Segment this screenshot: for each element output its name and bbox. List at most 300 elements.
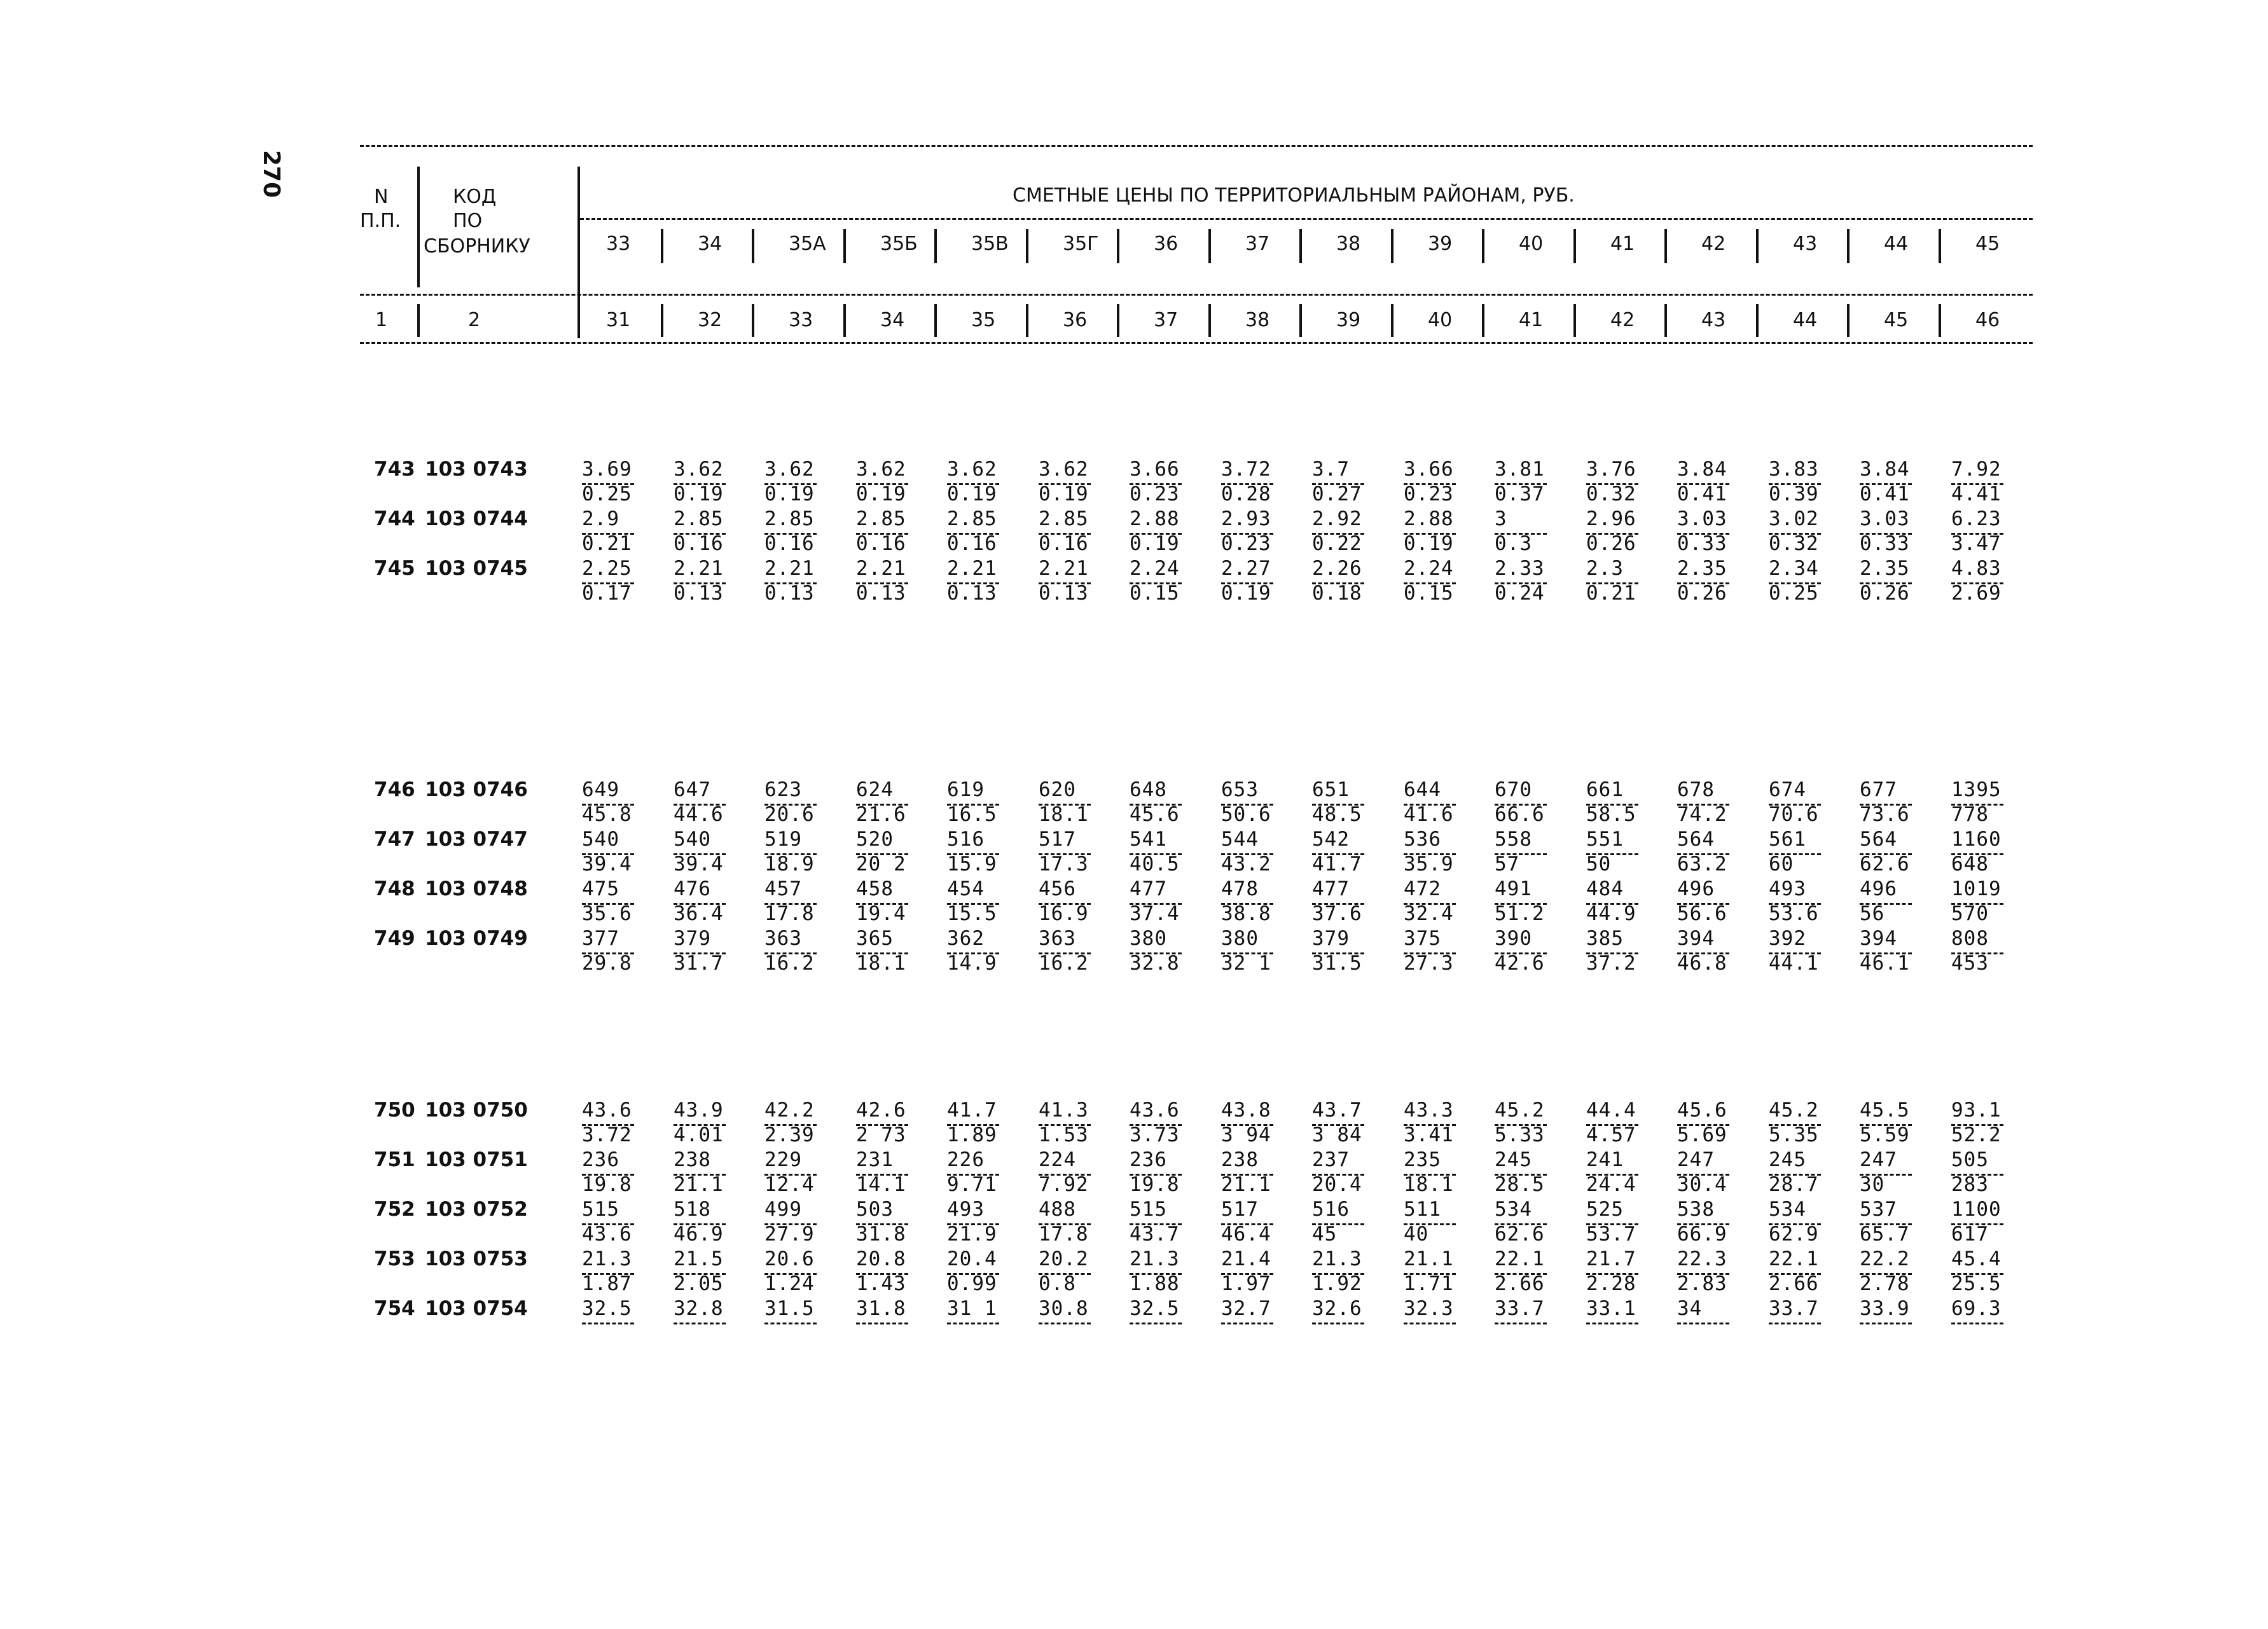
table-cell: 456 [1039,877,1076,900]
table-cell: 44.4 [1586,1099,1636,1122]
table-cell: 0.13 [764,582,815,605]
district-divider [934,229,937,263]
table-cell: 21.6 [856,803,906,826]
colnum-divider [1208,304,1211,337]
table-cell: 45.8 [582,803,632,826]
fraction-separator [1951,1323,2003,1324]
table-cell: 20 2 [856,853,906,876]
header-district-rule [580,218,2033,220]
district-divider [1664,229,1667,263]
table-cell: 28.7 [1769,1173,1819,1196]
table-cell: 53.7 [1586,1223,1636,1246]
row-number: 750 [374,1099,415,1122]
table-cell: 41.3 [1039,1099,1089,1122]
table-cell: 31.7 [674,952,724,975]
header-divider [417,304,420,337]
table-cell: 30 [1860,1173,1885,1196]
table-cell: 2.66 [1769,1272,1819,1295]
table-cell: 62.6 [1860,853,1910,876]
table-cell: 0.22 [1312,532,1362,555]
table-cell: 43.7 [1312,1099,1362,1122]
colnum-divider [661,304,663,337]
table-cell: 18.1 [1404,1173,1454,1196]
header-bottom-rule [360,342,2033,344]
row-code: 103 0747 [425,828,528,851]
table-cell: 3 84 [1312,1124,1362,1146]
header-colnum-1: 1 [375,309,388,331]
table-cell: 34 [1677,1297,1703,1320]
row-code: 103 0745 [425,557,528,580]
table-cell: 46.8 [1677,952,1727,975]
table-cell: 385 [1586,927,1624,950]
table-cell: 18.1 [1039,803,1089,826]
table-cell: 45.6 [1130,803,1180,826]
table-cell: 3.76 [1586,458,1636,481]
table-cell: 7.92 [1039,1173,1089,1196]
table-cell: 653 [1221,778,1259,801]
table-cell: 644 [1404,778,1441,801]
table-cell: 525 [1586,1198,1624,1221]
table-cell: 392 [1769,927,1806,950]
table-cell: 515 [1130,1198,1167,1221]
table-cell: 33.1 [1586,1297,1636,1320]
table-cell: 2.21 [947,557,997,580]
table-cell: 36.4 [674,902,724,925]
table-cell: 33.9 [1860,1297,1910,1320]
table-cell: 0.13 [674,582,724,605]
table-cell: 3.66 [1130,458,1180,481]
table-cell: 2.85 [764,507,815,530]
table-cell: 2.88 [1404,507,1454,530]
table-cell: 4.83 [1951,557,2002,580]
district-9: 39 [1428,233,1453,255]
column-number-13: 44 [1793,309,1818,331]
column-number-4: 35 [971,309,996,331]
table-cell: 2.9 [582,507,619,530]
table-cell: 22.1 [1769,1248,1819,1270]
table-cell: 73.6 [1860,803,1910,826]
table-cell: 42.6 [856,1099,906,1122]
table-cell: 3.03 [1677,507,1727,530]
table-cell: 45.4 [1951,1248,2002,1270]
table-cell: 0.13 [947,582,997,605]
column-number-14: 45 [1884,309,1909,331]
table-cell: 229 [764,1148,802,1171]
table-cell: 45 [1312,1223,1338,1246]
table-cell: 1.87 [582,1272,632,1295]
table-cell: 45.2 [1495,1099,1545,1122]
header-code: КОД [453,186,497,208]
table-cell: 0.16 [856,532,906,555]
table-cell: 5.35 [1769,1124,1819,1146]
table-cell: 617 [1951,1223,1989,1246]
table-cell: 564 [1677,828,1715,851]
table-cell: 2.83 [1677,1272,1727,1295]
table-cell: 5.59 [1860,1124,1910,1146]
table-cell: 520 [856,828,894,851]
table-cell: 93.1 [1951,1099,2002,1122]
table-cell: 0.25 [1769,582,1819,605]
district-divider [1847,229,1850,263]
table-cell: 516 [947,828,985,851]
district-divider [1391,229,1393,263]
table-cell: 2.93 [1221,507,1271,530]
colnum-divider [843,304,846,337]
table-cell: 491 [1495,877,1532,900]
table-cell: 3.83 [1769,458,1819,481]
table-cell: 0.16 [674,532,724,555]
table-cell: 4.01 [674,1124,724,1146]
table-cell: 0.24 [1495,582,1545,605]
table-cell: 236 [582,1148,619,1171]
table-cell: 39.4 [582,853,632,876]
table-cell: 661 [1586,778,1624,801]
table-cell: 2.27 [1221,557,1271,580]
table-cell: 2.05 [674,1272,724,1295]
table-cell: 2.25 [582,557,632,580]
row-code: 103 0743 [425,458,528,481]
table-cell: 484 [1586,877,1624,900]
table-cell: 19.8 [582,1173,632,1196]
table-cell: 0.19 [1039,483,1089,505]
table-cell: 30.4 [1677,1173,1727,1196]
table-cell: 21.5 [674,1248,724,1270]
header-n: N [374,186,389,208]
table-cell: 0.41 [1677,483,1727,505]
table-cell: 3.73 [1130,1124,1180,1146]
table-cell: 18.1 [856,952,906,975]
table-cell: 31.8 [856,1297,906,1320]
table-cell: 648 [1951,853,1989,876]
row-code: 103 0748 [425,877,528,900]
table-cell: 37.4 [1130,902,1180,925]
table-cell: 678 [1677,778,1715,801]
table-cell: 670 [1495,778,1532,801]
table-cell: 453 [1951,952,1989,975]
table-cell: 519 [764,828,802,851]
table-cell: 0.16 [947,532,997,555]
table-cell: 377 [582,927,619,950]
table-cell: 379 [1312,927,1350,950]
table-cell: 41.6 [1404,803,1454,826]
table-cell: 511 [1404,1198,1441,1221]
header-po: ПО [453,210,483,232]
table-cell: 19.4 [856,902,906,925]
table-cell: 20.2 [1039,1248,1089,1270]
table-cell: 0.18 [1312,582,1362,605]
table-cell: 20.6 [764,1248,815,1270]
table-cell: 21.1 [674,1173,724,1196]
table-cell: 624 [856,778,894,801]
table-cell: 375 [1404,927,1441,950]
row-code: 103 0751 [425,1148,528,1171]
table-cell: 649 [582,778,619,801]
table-cell: 50 [1586,853,1612,876]
table-cell: 390 [1495,927,1532,950]
table-cell: 245 [1769,1148,1806,1171]
table-cell: 60 [1769,853,1794,876]
table-cell: 362 [947,927,985,950]
table-cell: 44.6 [674,803,724,826]
table-cell: 1.97 [1221,1272,1271,1295]
table-cell: 503 [856,1198,894,1221]
page-number: 270 [258,150,284,198]
table-cell: 0.15 [1404,582,1454,605]
table-cell: 224 [1039,1148,1076,1171]
column-number-9: 40 [1428,309,1453,331]
table-cell: 0.8 [1039,1272,1076,1295]
table-cell: 477 [1130,877,1167,900]
fraction-separator [1677,1323,1729,1324]
table-cell: 2.21 [764,557,815,580]
district-divider [1756,229,1759,263]
table-cell: 33.7 [1495,1297,1545,1320]
table-cell: 231 [856,1148,894,1171]
table-cell: 44.9 [1586,902,1636,925]
column-number-15: 46 [1975,309,2000,331]
table-cell: 65.7 [1860,1223,1910,1246]
district-15: 45 [1975,233,2000,255]
district-12: 42 [1701,233,1726,255]
district-8: 38 [1336,233,1361,255]
table-cell: 2.24 [1404,557,1454,580]
table-cell: 9.71 [947,1173,997,1196]
table-cell: 58.5 [1586,803,1636,826]
table-cell: 4.57 [1586,1124,1636,1146]
table-cell: 235 [1404,1148,1441,1171]
table-cell: 62.9 [1769,1223,1819,1246]
fraction-separator [1495,1323,1547,1324]
table-cell: 3.41 [1404,1124,1454,1146]
table-cell: 478 [1221,877,1259,900]
table-cell: 70.6 [1769,803,1819,826]
district-4: 35В [971,233,1009,255]
table-cell: 0.26 [1677,582,1727,605]
table-cell: 493 [947,1198,985,1221]
row-code: 103 0749 [425,927,528,950]
table-cell: 0.21 [1586,582,1636,605]
table-cell: 0.19 [947,483,997,505]
row-number: 746 [374,778,415,801]
table-cell: 0.23 [1221,532,1271,555]
district-1: 34 [698,233,723,255]
table-cell: 53.6 [1769,902,1819,925]
fraction-separator [1860,1323,1912,1324]
table-cell: 3 94 [1221,1124,1271,1146]
table-cell: 0.99 [947,1272,997,1295]
table-cell: 3.81 [1495,458,1545,481]
header-sbornik: СБОРНИКУ [424,235,530,258]
table-cell: 2.69 [1951,582,2002,605]
fraction-separator [1130,1323,1182,1324]
table-cell: 19.8 [1130,1173,1180,1196]
table-cell: 20.4 [947,1248,997,1270]
row-number: 748 [374,877,415,900]
table-cell: 1160 [1951,828,2002,851]
table-cell: 517 [1221,1198,1259,1221]
table-cell: 3.02 [1769,507,1819,530]
table-cell: 0.17 [582,582,632,605]
table-cell: 226 [947,1148,985,1171]
table-cell: 38.8 [1221,902,1271,925]
row-number: 753 [374,1248,415,1270]
row-code: 103 0744 [425,507,528,530]
table-cell: 40.5 [1130,853,1180,876]
table-cell: 245 [1495,1148,1532,1171]
table-cell: 2.85 [674,507,724,530]
table-cell: 363 [1039,927,1076,950]
table-cell: 394 [1677,927,1715,950]
table-cell: 0.13 [1039,582,1089,605]
table-cell: 56 [1860,902,1885,925]
colnum-divider [1299,304,1302,337]
table-cell: 488 [1039,1198,1076,1221]
colnum-divider [1482,304,1484,337]
table-cell: 37.6 [1312,902,1362,925]
table-cell: 39.4 [674,853,724,876]
table-cell: 2.35 [1677,557,1727,580]
table-cell: 238 [1221,1148,1259,1171]
table-cell: 564 [1860,828,1897,851]
column-number-3: 34 [880,309,905,331]
table-cell: 0.21 [582,532,632,555]
table-cell: 43.2 [1221,853,1271,876]
table-cell: 648 [1130,778,1167,801]
table-cell: 33.7 [1769,1297,1819,1320]
table-cell: 21.3 [1130,1248,1180,1270]
table-cell: 3.72 [1221,458,1271,481]
row-code: 103 0753 [425,1248,528,1270]
table-cell: 2 73 [856,1124,906,1146]
table-cell: 21.7 [1586,1248,1636,1270]
colnum-divider [1573,304,1576,337]
district-0: 33 [606,233,631,255]
table-cell: 247 [1860,1148,1897,1171]
table-cell: 21.9 [947,1223,997,1246]
district-divider [1573,229,1576,263]
table-cell: 0.27 [1312,483,1362,505]
table-cell: 69.3 [1951,1297,2002,1320]
table-cell: 475 [582,877,619,900]
table-cell: 1.92 [1312,1272,1362,1295]
table-cell: 74.2 [1677,803,1727,826]
table-cell: 2.96 [1586,507,1636,530]
table-cell: 29.8 [582,952,632,975]
table-cell: 66.6 [1495,803,1545,826]
table-cell: 2.92 [1312,507,1362,530]
table-cell: 516 [1312,1198,1350,1221]
table-cell: 236 [1130,1148,1167,1171]
table-cell: 476 [674,877,711,900]
column-number-1: 32 [698,309,723,331]
column-number-8: 39 [1336,309,1361,331]
table-cell: 237 [1312,1148,1350,1171]
table-cell: 16.2 [1039,952,1089,975]
row-code: 103 0754 [425,1297,528,1320]
column-number-10: 41 [1519,309,1544,331]
table-cell: 0.19 [674,483,724,505]
table-cell: 379 [674,927,711,950]
table-cell: 454 [947,877,985,900]
table-cell: 517 [1039,828,1076,851]
table-cell: 46.9 [674,1223,724,1246]
table-cell: 619 [947,778,985,801]
table-cell: 22.3 [1677,1248,1727,1270]
table-cell: 32.8 [674,1297,724,1320]
table-cell: 1395 [1951,778,2002,801]
column-number-6: 37 [1154,309,1179,331]
table-cell: 1.89 [947,1124,997,1146]
table-cell: 42.6 [1495,952,1545,975]
table-cell: 3.62 [856,458,906,481]
table-cell: 493 [1769,877,1806,900]
table-cell: 778 [1951,803,1989,826]
table-cell: 30.8 [1039,1297,1089,1320]
table-cell: 3.62 [947,458,997,481]
column-number-2: 33 [789,309,813,331]
table-cell: 63.2 [1677,853,1727,876]
table-cell: 2.85 [856,507,906,530]
table-cell: 2.85 [1039,507,1089,530]
table-cell: 0.23 [1130,483,1180,505]
table-cell: 380 [1130,927,1167,950]
table-cell: 32.3 [1404,1297,1454,1320]
header-divider [577,167,580,338]
table-cell: 21.4 [1221,1248,1271,1270]
table-cell: 3.72 [582,1124,632,1146]
table-cell: 2.34 [1769,557,1819,580]
fraction-separator [1039,1323,1091,1324]
table-cell: 2.33 [1495,557,1545,580]
table-cell: 14.1 [856,1173,906,1196]
table-cell: 472 [1404,877,1441,900]
row-number: 751 [374,1148,415,1171]
table-cell: 3.62 [674,458,724,481]
table-cell: 43.6 [582,1223,632,1246]
table-cell: 540 [674,828,711,851]
table-cell: 2.66 [1495,1272,1545,1295]
row-code: 103 0750 [425,1099,528,1122]
table-cell: 45.2 [1769,1099,1819,1122]
table-cell: 22.2 [1860,1248,1910,1270]
table-cell: 561 [1769,828,1806,851]
table-cell: 0.19 [1404,532,1454,555]
table-cell: 534 [1769,1198,1806,1221]
table-cell: 21.3 [1312,1248,1362,1270]
table-cell: 32 1 [1221,952,1271,975]
district-5: 35Г [1063,233,1099,255]
table-cell: 2.21 [674,557,724,580]
table-cell: 17.8 [764,902,815,925]
row-number: 743 [374,458,415,481]
table-cell: 32.4 [1404,902,1454,925]
header-top-rule [360,145,2033,147]
table-cell: 32.7 [1221,1297,1271,1320]
table-cell: 41.7 [947,1099,997,1122]
district-3: 35Б [880,233,918,255]
table-cell: 570 [1951,902,1989,925]
district-10: 40 [1519,233,1544,255]
table-cell: 0.28 [1221,483,1271,505]
table-cell: 12.4 [764,1173,815,1196]
table-cell: 7.92 [1951,458,2002,481]
table-cell: 32.8 [1130,952,1180,975]
table-cell: 32.5 [582,1297,632,1320]
colnum-divider [1756,304,1759,337]
table-cell: 15.5 [947,902,997,925]
table-cell: 1.88 [1130,1272,1180,1295]
table-cell: 24.4 [1586,1173,1636,1196]
